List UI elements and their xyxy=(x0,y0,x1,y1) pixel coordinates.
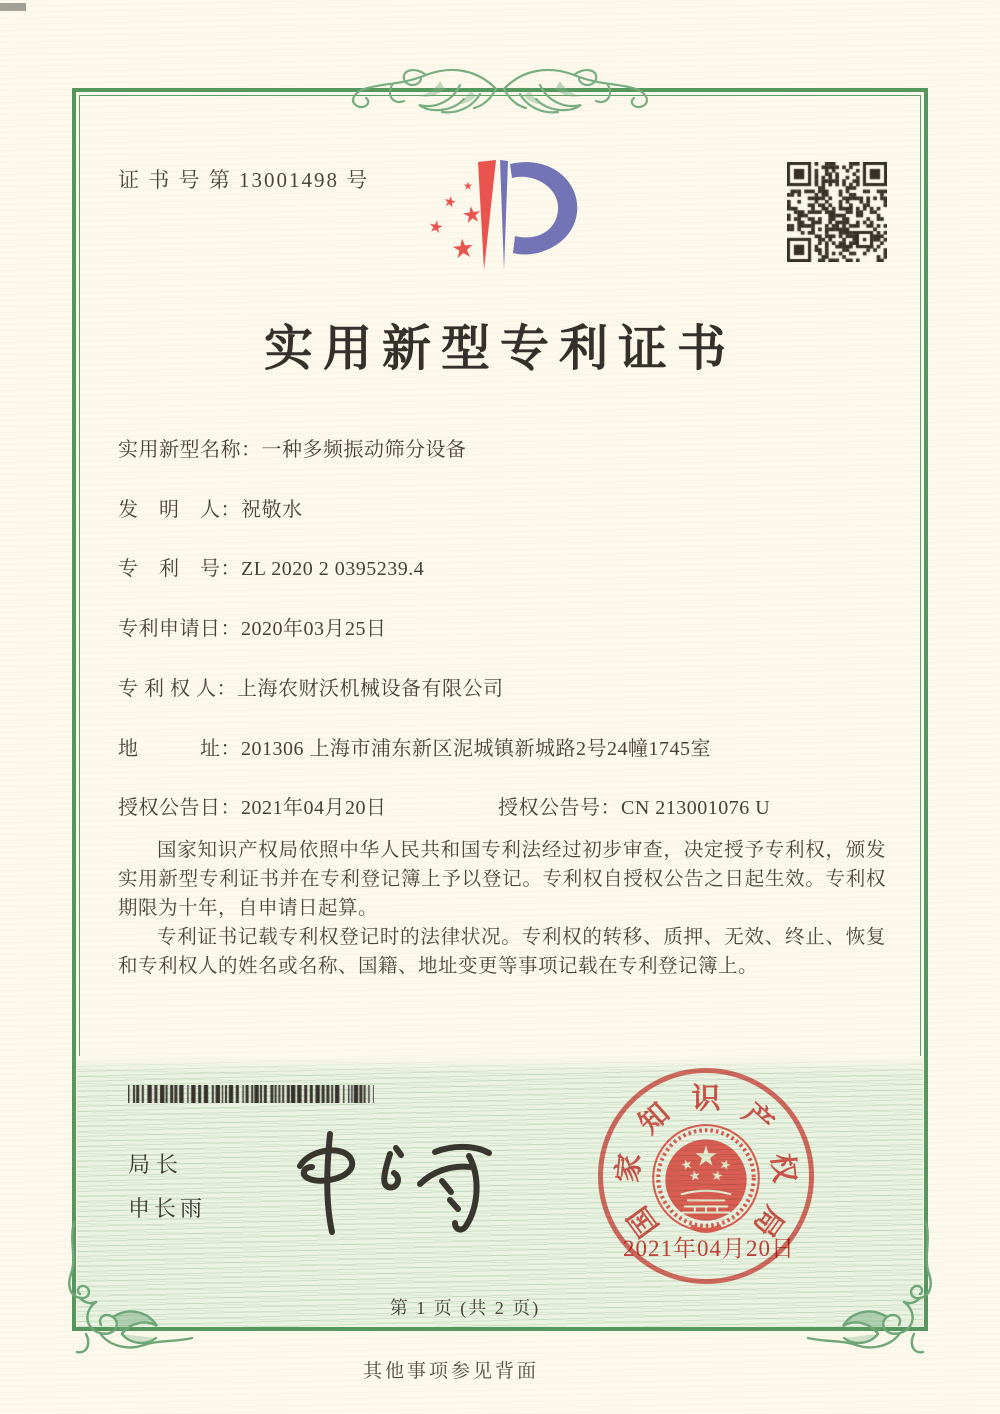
field-value: 2021年04月20日 xyxy=(241,797,387,819)
seal-char: 国 xyxy=(621,1200,665,1243)
field-value: CN 213001076 U xyxy=(621,797,771,819)
field-row-name xyxy=(118,433,908,462)
qr-code xyxy=(787,162,887,262)
field-pair-grant-no xyxy=(498,791,770,820)
legal-text xyxy=(118,836,886,981)
seal-char: 权 xyxy=(765,1151,801,1184)
field-label: 实用新型名称： xyxy=(118,439,262,461)
field-value: 上海农财沃机械设备有限公司 xyxy=(237,678,504,700)
field-label: 专利申请日： xyxy=(118,618,241,640)
field-label: 地 址： xyxy=(118,738,241,760)
certificate-title: 实用新型专利证书 xyxy=(263,321,736,376)
field-row-inventor xyxy=(118,493,908,522)
seal-date: 2021年04月20日 xyxy=(623,1236,795,1261)
seal-char: 产 xyxy=(736,1096,780,1140)
field-label: 专 利 号： xyxy=(118,558,241,580)
field-row-patentee xyxy=(118,672,908,701)
field-label: 授权公告号： xyxy=(498,797,621,819)
handwritten-signature xyxy=(272,1126,507,1241)
field-value: 一种多频振动筛分设备 xyxy=(261,439,467,461)
cnipa-logo-icon xyxy=(418,148,588,280)
seal-char: 局 xyxy=(747,1200,791,1243)
field-row-patent-no xyxy=(118,552,908,581)
national-emblem-icon xyxy=(642,1115,770,1243)
seal-char: 家 xyxy=(611,1151,647,1185)
certificate-number: 证 书 号 第 13001498 号 xyxy=(118,168,370,192)
legal-paragraph-1: 国家知识产权局依照中华人民共和国专利法经过初步审查，决定授予专利权，颁发实用新型专利证书并在专利登记簿上予以登记。专利权自授权公告之日起生效。专利权期限为十年，自申请日起算。 xyxy=(118,840,886,919)
field-label: 授权公告日： xyxy=(118,797,241,819)
seal-char: 识 xyxy=(691,1082,721,1115)
page-number: 第 1 页 (共 2 页) xyxy=(389,1298,541,1318)
field-row-address xyxy=(118,732,908,761)
director-title: 局长 xyxy=(128,1152,185,1177)
legal-paragraph-2: 专利证书记载专利权登记时的法律状况。专利权的转移、质押、无效、终止、恢复和专利权人的姓名或名称、国籍、地址变更等事项记载在专利登记簿上。 xyxy=(118,927,886,977)
barcode xyxy=(128,1085,374,1103)
field-row-grant xyxy=(118,791,908,820)
field-value: ZL 2020 2 0395239.4 xyxy=(241,558,425,580)
field-label: 发 明 人： xyxy=(118,499,241,521)
field-value: 2020年03月25日 xyxy=(241,618,387,640)
field-value: 祝敬水 xyxy=(241,499,303,521)
field-value: 201306 上海市浦东新区泥城镇新城路2号24幢1745室 xyxy=(241,738,711,760)
field-row-filing-date xyxy=(118,612,908,641)
back-note: 其他事项参见背面 xyxy=(362,1361,539,1382)
field-label: 专 利 权 人： xyxy=(118,678,237,700)
director-name: 申长雨 xyxy=(128,1196,207,1221)
seal-char: 知 xyxy=(632,1096,676,1141)
scan-artifact xyxy=(0,3,26,11)
